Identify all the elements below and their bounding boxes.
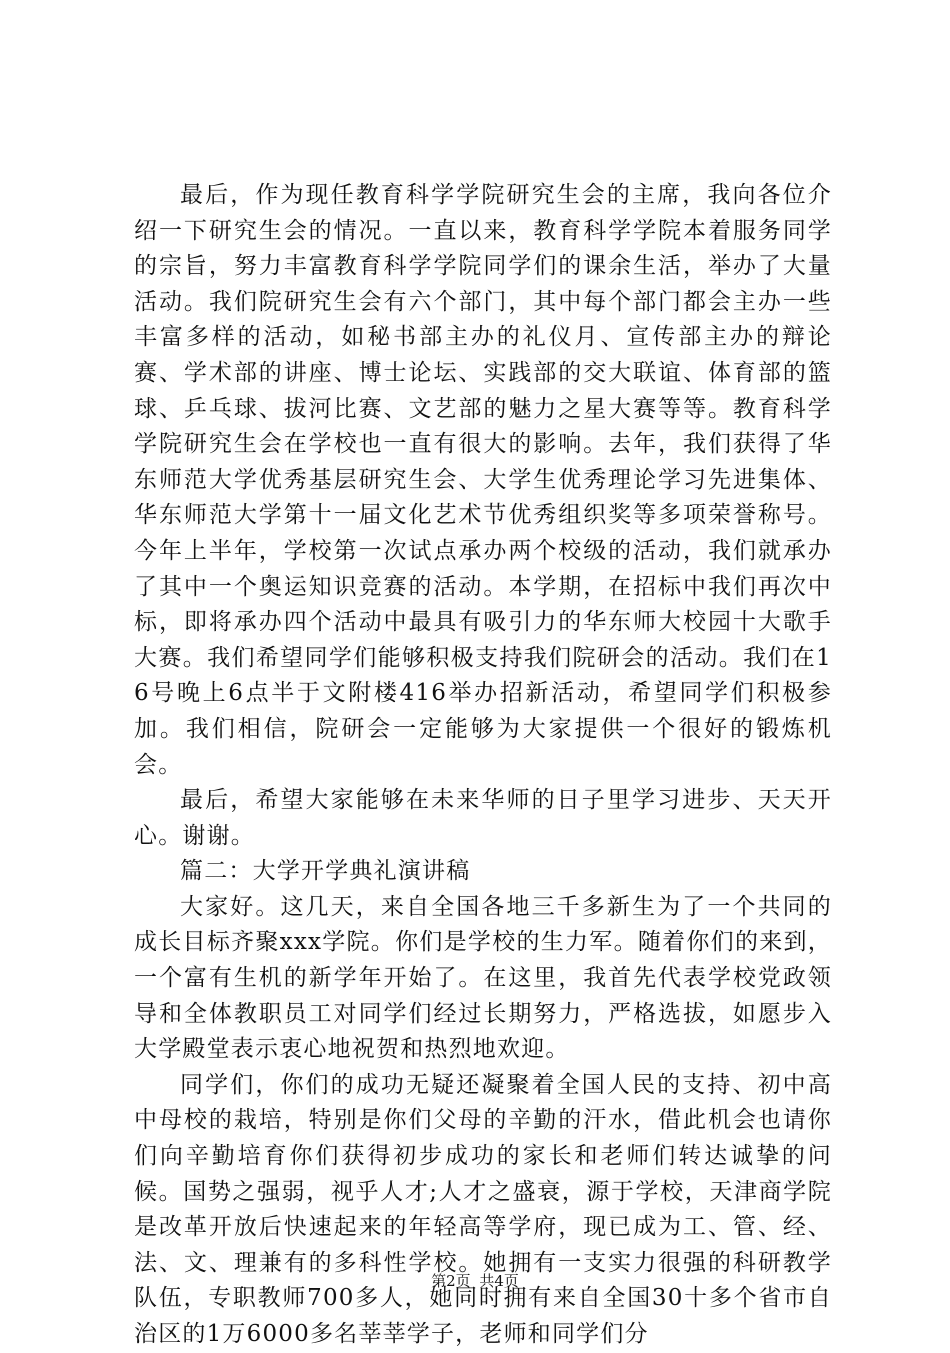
- paragraph-2: 最后，希望大家能够在未来华师的日子里学习进步、天天开心。谢谢。: [134, 787, 832, 849]
- page-total: 共4页: [479, 1272, 519, 1290]
- document-body: [134, 178, 832, 1353]
- page-footer: [0, 1271, 950, 1291]
- paragraph-1: 最后，作为现任教育科学学院研究生会的主席，我向各位介绍一下研究生会的情况。一直以来，教育科学学院本着服务同学的宗旨，努力丰富教育科学学院同学们的课余生活，举办了大量活动。我们院研究生会有六个部门，其中每个部门都会主办一些丰富多样的活动，如秘书部主办的礼仪月、宣传部主办的辩论赛、学术部的讲座、博士论坛、实践部的交大联谊、体育部的篮球、乒乓球、拔河比赛、文艺部的魅力之星大赛等等。教育科学学院研究生会在学校也一直有很大的影响。去年，我们获得了华东师范大学优秀基层研究生会、大学生优秀理论学习先进集体、华东师范大学第十一届文化艺术节优秀组织奖等多项荣誉称号。今年上半年，学校第一次试点承办两个校级的活动，我们就承办了其中一个奥运知识竞赛的活动。本学期，在招标中我们再次中标，即将承办四个活动中最具有吸引力的华东师大校园十大歌手大赛。我们希望同学们能够积极支持我们院研会的活动。我们在16号晚上6点半于文附楼416举办招新活动，希望同学们积极参加。我们相信，院研会一定能够为大家提供一个很好的锻炼机会。: [134, 182, 832, 778]
- paragraph-3: 大家好。这几天，来自全国各地三千多新生为了一个共同的成长目标齐聚xxx学院。你们是学校的生力军。随着你们的来到，一个富有生机的新学年开始了。在这里，我首先代表学校党政领导和全体教职员工对同学们经过长期努力，严格选拔，如愿步入大学殿堂表示衷心地祝贺和热烈地欢迎。: [134, 893, 832, 1063]
- page-number: 第2页: [431, 1272, 471, 1290]
- section-heading: 篇二：大学开学典礼演讲稿: [180, 858, 471, 885]
- paragraph-4: 同学们，你们的成功无疑还凝聚着全国人民的支持、初中高中母校的栽培，特别是你们父母的辛勤的汗水，借此机会也请你们向辛勤培育你们获得初步成功的家长和老师们转达诚挚的问候。国势之强弱，视乎人才;人才之盛衰，源于学校，天津商学院是改革开放后快速起来的年轻高等学府，现已成为工、管、经、法、文、理兼有的多科性学校。她拥有一支实力很强的科研教学队伍，专职教师700多人，她同时拥有来自全国30十多个省市自治区的1万6000多名莘莘学子，老师和同学们分: [134, 1071, 832, 1347]
